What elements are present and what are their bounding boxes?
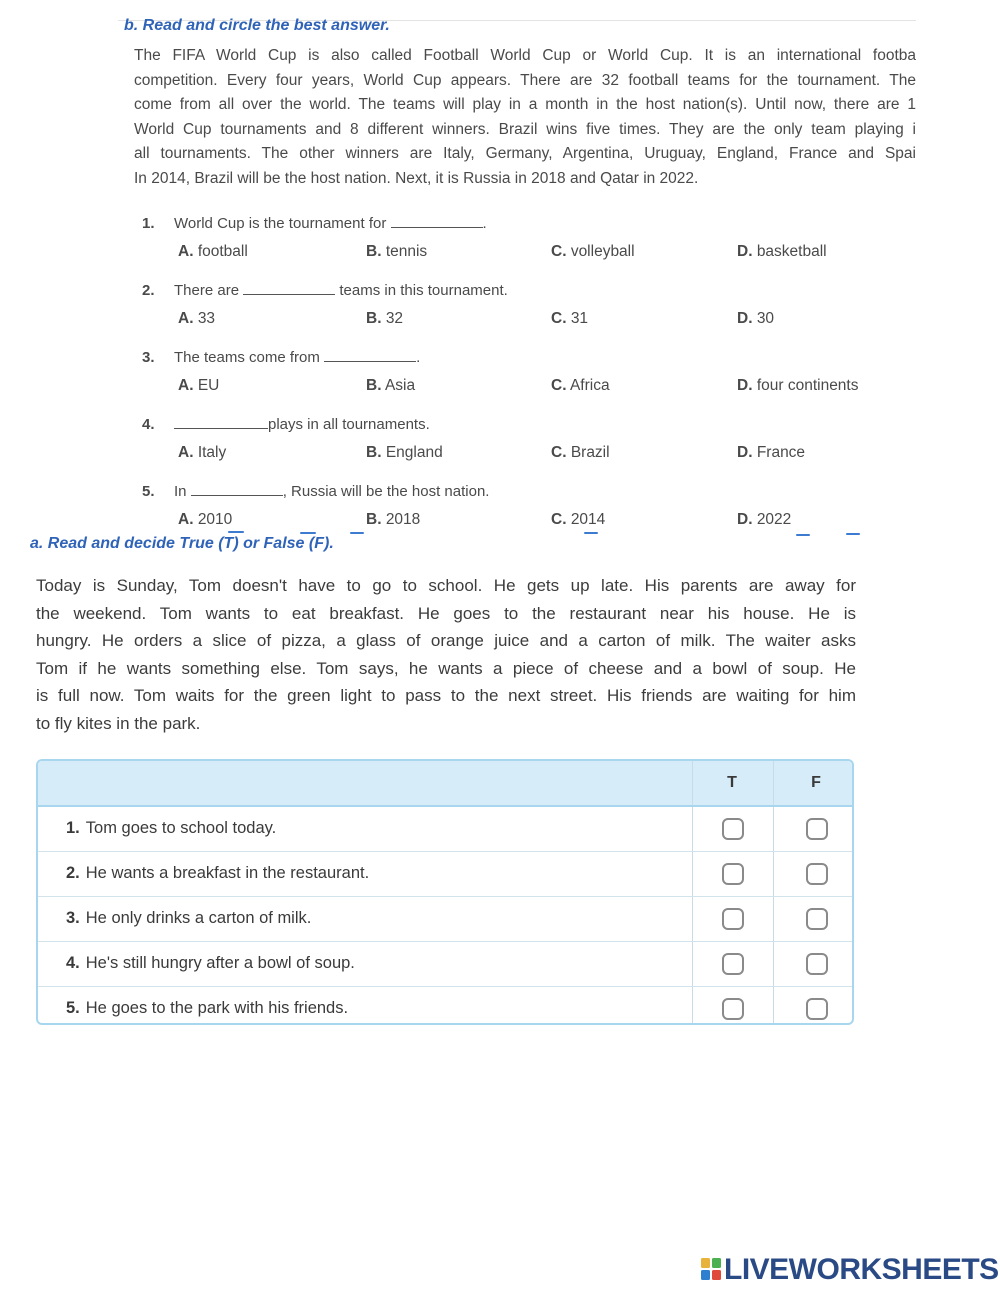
passage-line: The FIFA World Cup is also called Football World Cup or World Cup. It is an international footba [134, 47, 916, 64]
option-2b[interactable]: B. 32 [366, 310, 404, 327]
passage-line: hungry. He orders a slice of pizza, a glass of orange juice and a carton of milk. The waiter asks [36, 631, 856, 650]
logo-icon [700, 1257, 722, 1281]
option-3a[interactable]: A. EU [178, 377, 220, 394]
option-5c[interactable]: C. 2014 [551, 511, 606, 528]
passage-line: competition. Every four years, World Cup appears. There are 32 football teams for the tournament. The [134, 71, 916, 89]
option-1d[interactable]: D. basketball [737, 243, 827, 260]
false-checkbox[interactable] [806, 998, 828, 1020]
answer-blank [391, 215, 483, 228]
circle-mark [350, 532, 364, 534]
section-b-passage [134, 44, 934, 191]
option-1b[interactable]: B. tennis [366, 243, 428, 260]
option-3d[interactable]: D. four continents [737, 377, 859, 394]
statement: 5. He goes to the park with his friends. [66, 999, 349, 1017]
option-3b[interactable]: B. Asia [366, 377, 416, 394]
passage-line: come from all over the world. The teams will play in a month in the host nation(s). Until now, there are 1 [134, 96, 916, 113]
section-a-passage [36, 572, 856, 737]
table-row [38, 807, 852, 852]
column-false-header: F [811, 774, 821, 791]
passage-line: World Cup tournaments and 8 different winners. Brazil wins five times. They are the only team playing i [134, 120, 916, 138]
passage-line: In 2014, Brazil will be the host nation. Next, it is Russia in 2018 and Qatar in 2022. [134, 169, 699, 187]
answer-blank [174, 416, 268, 429]
column-true-header: T [727, 774, 737, 791]
circle-mark [300, 532, 316, 534]
passage-line: is full now. Tom waits for the green light to pass to the next street. His friends are waiting for him [36, 686, 856, 705]
answer-blank [191, 483, 283, 496]
option-5a[interactable]: A. 2010 [178, 511, 233, 528]
liveworksheets-logo[interactable] [700, 1253, 999, 1287]
section-b-heading: b. Read and circle the best answer. [124, 17, 390, 34]
section-a-heading: a. Read and decide True (T) or False (F). [30, 535, 334, 552]
option-1a[interactable]: A. football [178, 243, 248, 260]
circle-mark [228, 531, 244, 533]
passage-line: all tournaments. The other winners are Italy, Germany, Argentina, Uruguay, England, France and Spai [134, 145, 916, 162]
false-checkbox[interactable] [806, 953, 828, 975]
option-4a[interactable]: A. Italy [178, 444, 227, 461]
statement: 3. He only drinks a carton of milk. [66, 909, 312, 927]
statement: 2. He wants a breakfast in the restaurant. [66, 864, 370, 882]
option-3c[interactable]: C. Africa [551, 377, 610, 394]
true-checkbox[interactable] [722, 818, 744, 840]
option-2d[interactable]: D. 30 [737, 310, 775, 327]
true-checkbox[interactable] [722, 908, 744, 930]
passage-line: Tom if he wants something else. Tom says, he wants a piece of cheese and a bowl of soup. He [36, 658, 856, 678]
question-5: 5. In , Russia will be the host nation. [142, 483, 490, 500]
true-checkbox[interactable] [722, 953, 744, 975]
option-1c[interactable]: C. volleyball [551, 243, 635, 260]
circle-mark [796, 534, 810, 536]
option-2c[interactable]: C. 31 [551, 310, 589, 327]
question-3: 3. The teams come from . [142, 349, 421, 366]
option-4c[interactable]: C. Brazil [551, 444, 610, 461]
passage-line: Today is Sunday, Tom doesn't have to go to school. He gets up late. His parents are away for [36, 576, 856, 595]
table-row [38, 897, 852, 942]
answer-blank [243, 282, 335, 295]
table-row [38, 852, 852, 897]
option-5b[interactable]: B. 2018 [366, 511, 421, 528]
table-header [38, 761, 852, 807]
option-5d[interactable]: D. 2022 [737, 511, 792, 528]
false-checkbox[interactable] [806, 908, 828, 930]
option-4b[interactable]: B. England [366, 444, 443, 461]
circle-mark [584, 532, 598, 534]
question-1: 1. World Cup is the tournament for . [142, 215, 487, 232]
true-checkbox[interactable] [722, 998, 744, 1020]
false-checkbox[interactable] [806, 818, 828, 840]
statement: 1. Tom goes to school today. [66, 819, 277, 837]
brand-text: LIVEWORKSHEETS [724, 1253, 999, 1286]
question-4: 4. plays in all tournaments. [142, 416, 430, 433]
true-false-table [36, 759, 854, 1025]
question-2: 2. There are teams in this tournament. [142, 282, 508, 299]
table-row [38, 942, 852, 987]
passage-line: to fly kites in the park. [36, 713, 201, 733]
table-row [38, 987, 852, 1025]
option-4d[interactable]: D. France [737, 444, 806, 461]
passage-line: the weekend. Tom wants to eat breakfast. He goes to the restaurant near his house. He is [36, 603, 856, 623]
true-checkbox[interactable] [722, 863, 744, 885]
false-checkbox[interactable] [806, 863, 828, 885]
statement: 4. He's still hungry after a bowl of soup. [66, 954, 355, 972]
circle-mark [846, 533, 860, 535]
answer-blank [324, 349, 416, 362]
option-2a[interactable]: A. 33 [178, 310, 216, 327]
